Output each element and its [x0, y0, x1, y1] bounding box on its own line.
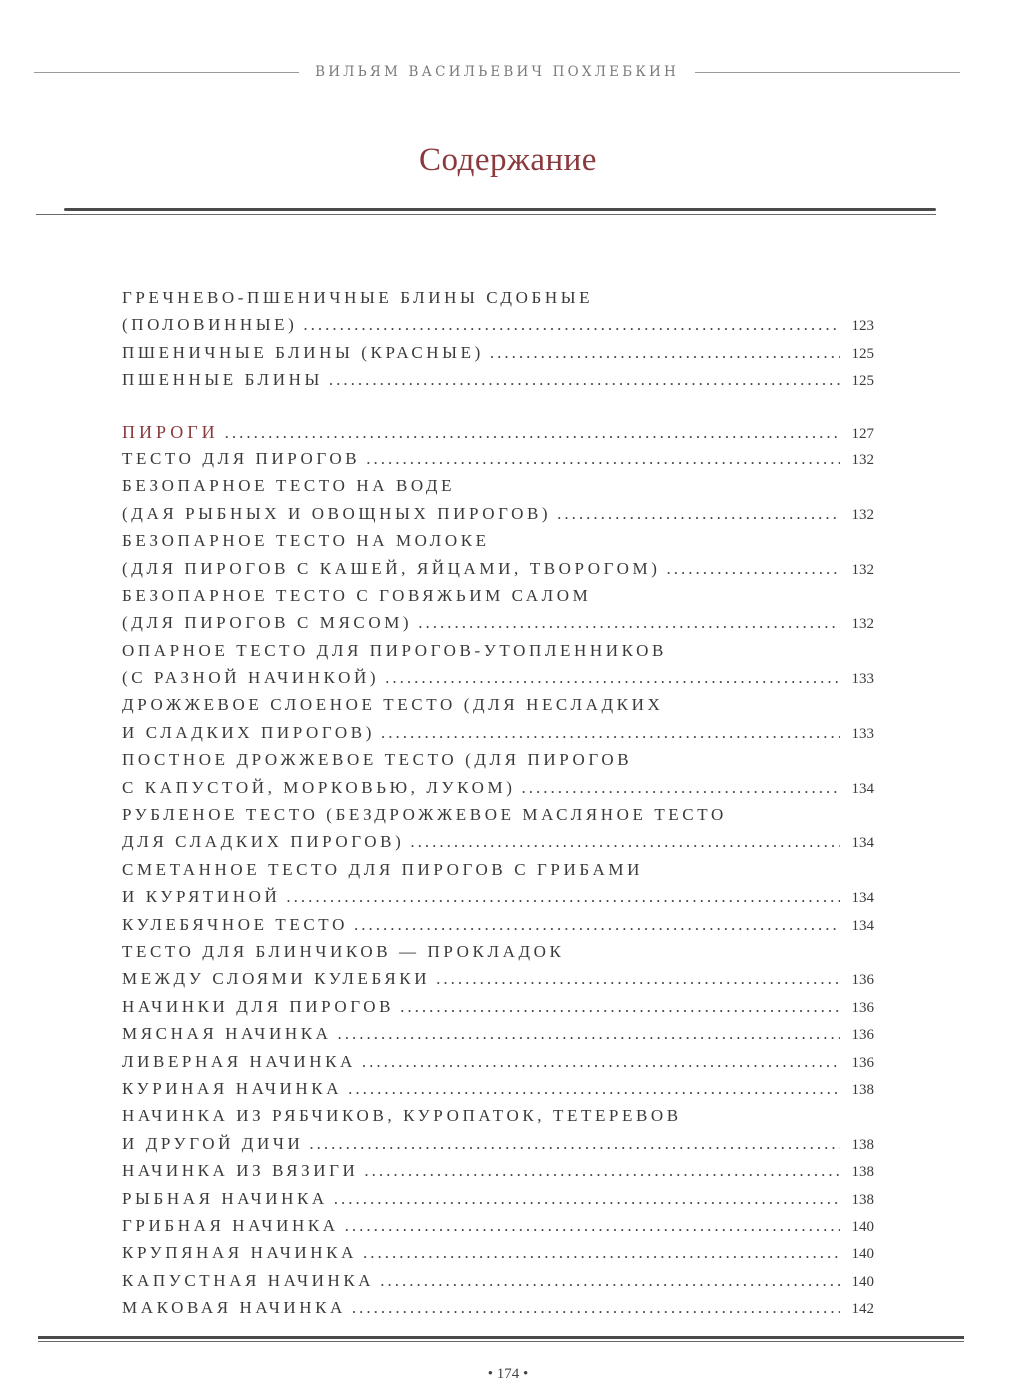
toc-entry-line: [122, 504, 874, 531]
toc-entry-text: ЛИВЕРНАЯ НАЧИНКА: [122, 1051, 356, 1071]
toc-entry-text: БЕЗОПАРНОЕ ТЕСТО НА МОЛОКЕ: [122, 531, 490, 551]
toc-entry-line: [122, 778, 874, 805]
toc-leader-dots: [363, 1243, 840, 1263]
toc-entry-line: [122, 449, 874, 476]
toc-entry-text: ГРЕЧНЕВО-ПШЕНИЧНЫЕ БЛИНЫ СДОБНЫЕ: [122, 288, 594, 307]
toc-entry-line: [122, 343, 874, 370]
toc-entry-text: КУЛЕБЯЧНОЕ ТЕСТО: [122, 914, 348, 934]
toc-entry-line: [122, 723, 874, 750]
toc-entry-line: [122, 613, 874, 640]
toc-leader-dots: [338, 1024, 840, 1044]
toc-entry-text: НАЧИНКА ИЗ РЯБЧИКОВ, КУРОПАТОК, ТЕТЕРЕВОВ: [122, 1106, 682, 1126]
toc-entry-line: [122, 1243, 874, 1270]
title-rule-thin: [36, 214, 936, 215]
toc-page-number: 125: [851, 373, 874, 390]
toc-page-number: 138: [851, 1136, 874, 1153]
toc-entry-line: [122, 915, 874, 942]
toc-page-number: 134: [851, 780, 874, 797]
toc-entry-line: [122, 1052, 874, 1079]
toc-leader-dots: [286, 887, 840, 907]
toc-entry-line: [122, 1216, 874, 1243]
toc-section-heading: [122, 422, 874, 449]
toc-entry-text: КРУПЯНАЯ НАЧИНКА: [122, 1243, 357, 1263]
toc-leader-dots: [380, 1271, 840, 1291]
page-title: Содержание: [419, 142, 597, 178]
toc-page-number: 138: [851, 1081, 874, 1098]
toc-entry-line: [122, 1106, 874, 1133]
toc-entry-text: И СЛАДКИХ ПИРОГОВ): [122, 722, 375, 742]
toc-entry-line: [122, 531, 874, 558]
toc-leader-dots: [303, 315, 840, 335]
toc-entry-text: МЯСНАЯ НАЧИНКА: [122, 1024, 332, 1044]
toc-leader-dots: [522, 778, 840, 798]
toc-page-number: 132: [851, 451, 874, 468]
toc-page-number: 134: [851, 917, 874, 934]
running-head-rule-left: [34, 72, 299, 73]
toc-entry-text: КУРИНАЯ НАЧИНКА: [122, 1078, 343, 1098]
toc-entry-line: [122, 370, 874, 397]
toc-page-number: 136: [851, 999, 874, 1016]
toc-leader-dots: [490, 343, 840, 363]
toc-entry-text: ГРИБНАЯ НАЧИНКА: [122, 1215, 339, 1235]
toc-entry-text: ТЕСТО ДЛЯ БЛИНЧИКОВ — ПРОКЛАДОК: [122, 941, 565, 961]
toc-entry-text: НАЧИНКА ИЗ ВЯЗИГИ: [122, 1161, 359, 1181]
toc-entry-line: [122, 1024, 874, 1051]
toc-entry-text: И КУРЯТИНОЙ: [122, 887, 281, 907]
toc-entry-line: [122, 832, 874, 859]
toc-entry-line: [122, 860, 874, 887]
running-head: [34, 60, 960, 84]
toc-entry-line: [122, 1134, 874, 1161]
toc-page-number: 125: [851, 345, 874, 362]
table-of-contents: [122, 288, 874, 1325]
toc-entry-line: [122, 695, 874, 722]
toc-leader-dots: [557, 504, 840, 524]
toc-entry-line: [122, 1271, 874, 1298]
title-rule-thick: [64, 208, 936, 211]
toc-page-number: 138: [851, 1191, 874, 1208]
bottom-rule-thin: [38, 1341, 964, 1342]
toc-entry-line: [122, 668, 874, 695]
toc-entry-text: (ДЛЯ ПИРОГОВ С КАШЕЙ, ЯЙЦАМИ, ТВОРОГОМ): [122, 558, 661, 578]
toc-entry-line: [122, 997, 874, 1024]
running-head-rule-right: [695, 72, 960, 73]
toc-entry-text: КАПУСТНАЯ НАЧИНКА: [122, 1270, 375, 1290]
toc-entry-text: ТЕСТО ДЛЯ ПИРОГОВ: [122, 448, 361, 468]
bottom-rule-thick: [38, 1336, 964, 1339]
toc-leader-dots: [364, 1161, 840, 1181]
running-head-author: ВИЛЬЯМ ВАСИЛЬЕВИЧ ПОХЛЕБКИН: [315, 64, 679, 80]
toc-entry-text: СМЕТАННОЕ ТЕСТО ДЛЯ ПИРОГОВ С ГРИБАМИ: [122, 859, 643, 879]
toc-entry-line: [122, 1189, 874, 1216]
toc-entry-line: [122, 1298, 874, 1325]
toc-page-number: 140: [851, 1273, 874, 1290]
toc-entry-line: [122, 559, 874, 586]
toc-entry-text: И ДРУГОЙ ДИЧИ: [122, 1133, 304, 1153]
toc-entry-text: БЕЗОПАРНОЕ ТЕСТО С ГОВЯЖЬИМ САЛОМ: [122, 585, 592, 605]
toc-page-number: 136: [851, 1054, 874, 1071]
toc-page-number: 134: [851, 835, 874, 852]
toc-entry-line: [122, 969, 874, 996]
toc-page-number: 138: [851, 1164, 874, 1181]
toc-entry-text: МЕЖДУ СЛОЯМИ КУЛЕБЯКИ: [122, 969, 431, 989]
page-number: • 174 •: [487, 1366, 529, 1382]
toc-entry-text: (ДАЯ РЫБНЫХ И ОВОЩНЫХ ПИРОГОВ): [122, 503, 552, 523]
toc-entry-line: [122, 315, 874, 342]
toc-page-number: 133: [851, 671, 874, 688]
toc-entry-line: [122, 1161, 874, 1188]
toc-page-number: 136: [851, 972, 874, 989]
toc-leader-dots: [362, 1052, 840, 1072]
toc-leader-dots: [354, 915, 840, 935]
toc-entry-text: РЫБНАЯ НАЧИНКА: [122, 1188, 328, 1208]
toc-entry-text: НАЧИНКИ ДЛЯ ПИРОГОВ: [122, 996, 395, 1016]
toc-entry-text: МАКОВАЯ НАЧИНКА: [122, 1298, 346, 1318]
toc-section-label: ПИРОГИ: [122, 421, 219, 442]
toc-entry-line: [122, 750, 874, 777]
toc-page-number: 132: [851, 561, 874, 578]
toc-entry-text: ДРОЖЖЕВОЕ СЛОЕНОЕ ТЕСТО (ДЛЯ НЕСЛАДКИХ: [122, 695, 664, 715]
toc-page-number: 142: [851, 1301, 874, 1318]
toc-entry-text: ОПАРНОЕ ТЕСТО ДЛЯ ПИРОГОВ-УТОПЛЕННИКОВ: [122, 640, 667, 660]
toc-leader-dots: [381, 723, 840, 743]
toc-leader-dots: [352, 1298, 840, 1318]
title-rule: [36, 208, 936, 216]
toc-leader-dots: [436, 969, 840, 989]
toc-leader-dots: [385, 668, 840, 688]
toc-page-number: 140: [851, 1246, 874, 1263]
toc-leader-dots: [366, 449, 840, 469]
toc-entry-text: (ДЛЯ ПИРОГОВ С МЯСОМ): [122, 613, 413, 633]
toc-entry-text: С КАПУСТОЙ, МОРКОВЬЮ, ЛУКОМ): [122, 777, 516, 797]
toc-entry-text: РУБЛЕНОЕ ТЕСТО (БЕЗДРОЖЖЕВОЕ МАСЛЯНОЕ ТЕСТО: [122, 805, 727, 825]
toc-spacer: [122, 398, 874, 422]
toc-entry-line: [122, 1079, 874, 1106]
toc-leader-dots: [348, 1079, 840, 1099]
toc-page-number: 136: [851, 1027, 874, 1044]
toc-leader-dots: [418, 613, 840, 633]
bottom-rule: [38, 1336, 964, 1344]
toc-page-number: 132: [851, 616, 874, 633]
toc-entry-line: [122, 586, 874, 613]
toc-leader-dots: [667, 559, 840, 579]
toc-entry-text: ПШЕНИЧНЫЕ БЛИНЫ (КРАСНЫЕ): [122, 342, 484, 362]
toc-entry-text: БЕЗОПАРНОЕ ТЕСТО НА ВОДЕ: [122, 476, 456, 496]
toc-entry-text: ДЛЯ СЛАДКИХ ПИРОГОВ): [122, 832, 405, 852]
toc-page-number: 132: [851, 506, 874, 523]
toc-entry-line: [122, 288, 874, 315]
toc-leader-dots: [225, 423, 840, 443]
toc-leader-dots: [334, 1189, 840, 1209]
toc-entry-line: [122, 942, 874, 969]
toc-page-number: 133: [851, 725, 874, 742]
toc-leader-dots: [410, 832, 840, 852]
toc-page-number: 140: [851, 1218, 874, 1235]
toc-page-number: 134: [851, 890, 874, 907]
toc-leader-dots: [400, 997, 840, 1017]
toc-entry-text: (ПОЛОВИННЫЕ): [122, 315, 298, 335]
toc-entry-text: ПШЕННЫЕ БЛИНЫ: [122, 370, 323, 390]
toc-page-number: 127: [851, 425, 874, 442]
toc-leader-dots: [309, 1134, 840, 1154]
toc-entry-line: [122, 641, 874, 668]
toc-entry-line: [122, 887, 874, 914]
toc-page-number: 123: [851, 318, 874, 335]
toc-leader-dots: [329, 370, 840, 390]
toc-leader-dots: [345, 1216, 840, 1236]
toc-entry-text: (С РАЗНОЙ НАЧИНКОЙ): [122, 668, 380, 688]
toc-entry-line: [122, 805, 874, 832]
toc-entry-line: [122, 476, 874, 503]
toc-entry-text: ПОСТНОЕ ДРОЖЖЕВОЕ ТЕСТО (ДЛЯ ПИРОГОВ: [122, 750, 633, 770]
